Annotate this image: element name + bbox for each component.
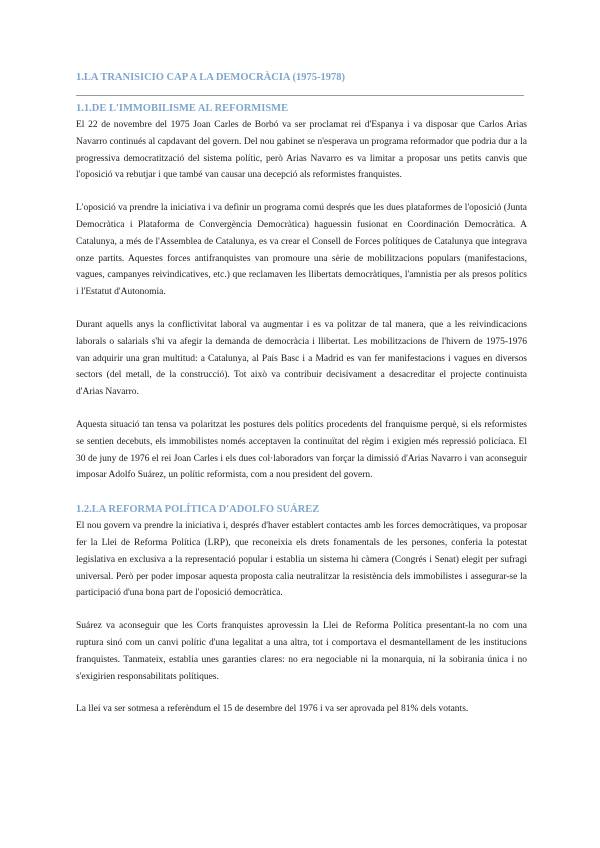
paragraph: El 22 de novembre del 1975 Joan Carles de Borbó va ser proclamat rei d'Espanya i va disposar que Carlos Arias Navarro continués al capdavant del govern. Del nou gabinet se n'esperava un programa reformador que podria dur a la progressiva democratització del sistema polític, però Arias Navarro es va limitar a proposar uns petits canvis que l'oposició va rebutjar i que també van causar una decepció als reformistes franquistes. [76, 120, 527, 181]
paragraph: L'oposició va prendre la iniciativa i va definir un programa comú després que les dues plataformes de l'oposició (Junta Democràtica i Plataforma de Convergència Democràtica) haguessin fusionat en Coordinación Democràtica. A Catalunya, a més de l'Assemblea de Catalunya, es va crear el Consell de Forces polítiques de Catalunya que integrava onze partits. Aquestes forces antifranquistes van promoure una sèrie de mobilitzacions populars (manifestacions, vagues, campanyes reivindicatives, etc.) que reclamaven les llibertats democràtiques, l'amnistia per als presos polítics i l'Estatut d'Autonomia. [76, 203, 527, 298]
paragraph: Aquesta situació tan tensa va polaritzat les postures dels polítics procedents del franquisme perquè, si els reformistes se sentien decebuts, els immobilistes només acceptaven la continuïtat del règim i exigien més repressió policíaca. El 30 de juny de 1976 el rei Joan Carles i els dues col·laboradors van forçar la dimissió d'Arias Navarro i van aconseguir imposar Adolfo Suárez, un polític reformista, com a nou president del govern. [76, 419, 527, 481]
section-divider [76, 95, 524, 96]
subsection-title-immobilisme: 1.1.DE L'IMMOBILISME AL REFORMISME [76, 103, 289, 114]
paragraph: La llei va ser sotmesa a referèndum el 15 de desembre del 1976 i va ser aprovada pel 81% dels votants. [76, 704, 469, 715]
paragraph: Suárez va aconseguir que les Corts franquistes aprovessin la Llei de Reforma Política presentant-la no com una ruptura sinó com un canvi polític d'una legalitat a una altra, tot i comportava el desmantellament de les institucions franquistes. Tanmateix, establia unes garanties clares: no era negociable ni la monarquia, ni la sobirania única i no s'exigirien responsabilitats polítiques. [76, 621, 527, 682]
subsection-title-reforma: 1.2.LA REFORMA POLÍTICA D'ADOLFO SUÁREZ [76, 504, 320, 516]
paragraph: El nou govern va prendre la iniciativa i, després d'haver establert contactes amb les forces democràtiques, va proposar fer la Llei de Reforma Política (LRP), que reconeixia els drets fonamentals de les persones, conferia la potestat legislativa en exclusiva a la representació popular i establia un sistema hi càmera (Congrés i Senat) elegit per sufragi universal. Però per poder imposar aquesta proposta calia neutralitzar la resistència dels immobilistes i assegurar-se la participació d'una bona part de l'oposició democràtica. [76, 521, 527, 599]
paragraph: Durant aquells anys la conflictivitat laboral va augmentar i es va politzar de tal manera, que a les reivindicacions laborals o salarials s'hi va afegir la demanda de democràcia i llibertat. Les mobilitzacions de l'hivern de 1975-1976 van adquirir una gran multitud: a Catalunya, al País Basc i a Madrid es van fer manifestacions i vagues en diversos sectors (del metall, de la construcció). Tot això va contribuir decisivament a desacreditar el projecte continuista d'Arias Navarro. [76, 319, 527, 398]
document-body [76, 70, 527, 734]
section-title: 1.LA TRANISICIO CAP A LA DEMOCRÀCIA (1975-1978) [76, 72, 346, 83]
